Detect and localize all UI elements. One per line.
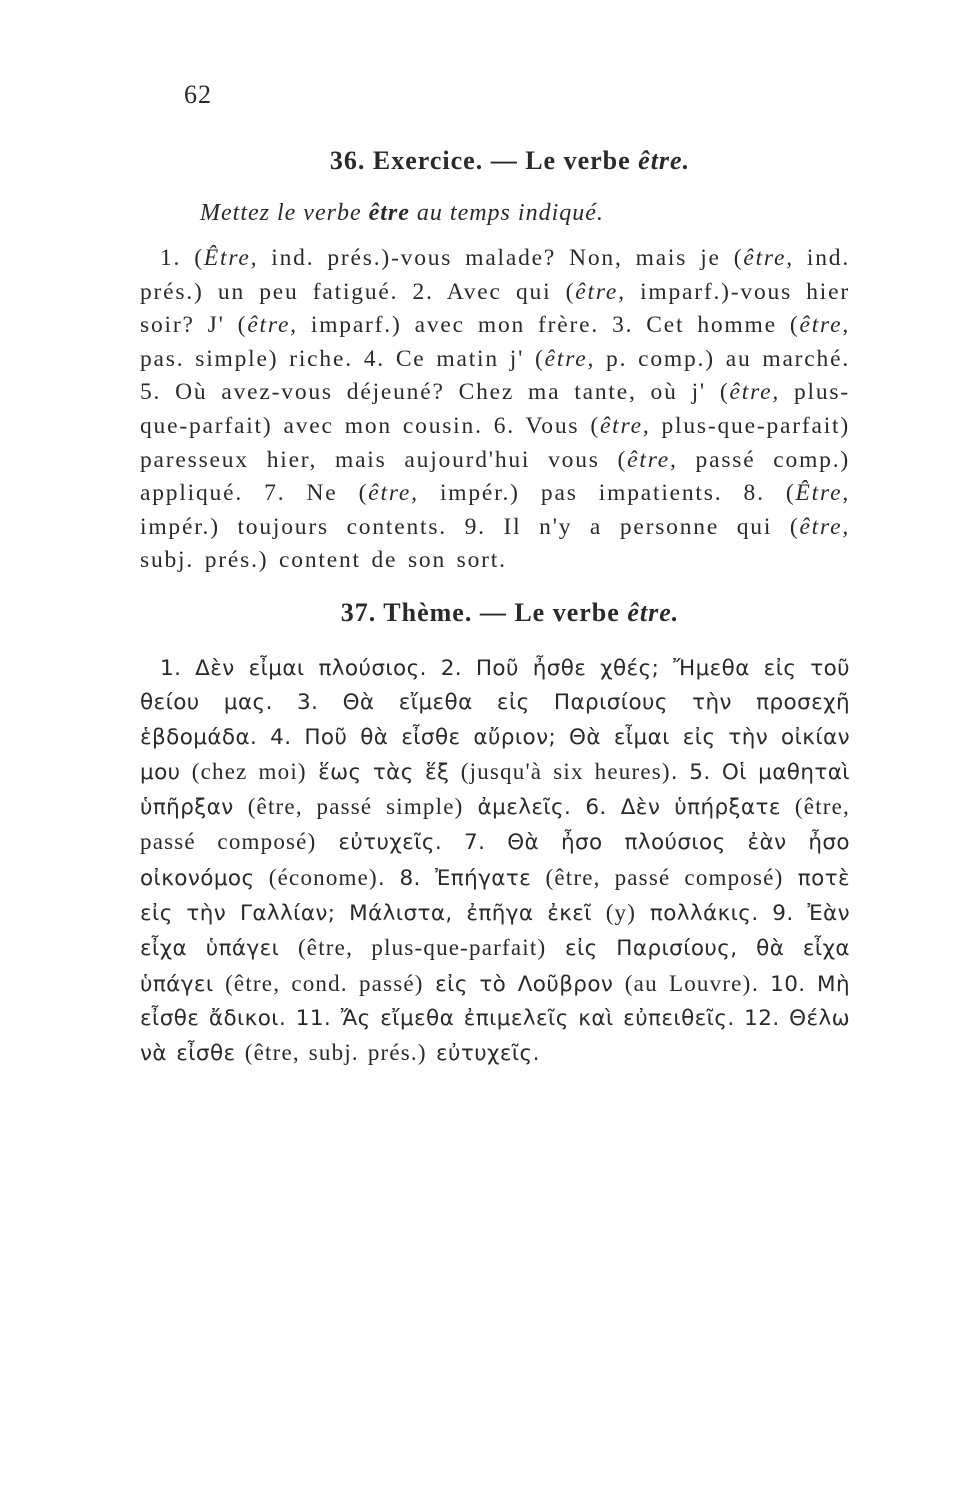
text-run: subj. prés.) content de son sort. — [140, 547, 507, 574]
text-run: ind. prés.) un peu fatigué. 2. Avec qui ( — [140, 245, 851, 305]
verb-italic: être, — [799, 513, 850, 540]
french-gloss: (chez moi) — [191, 758, 307, 784]
exercise-36-instruction — [200, 200, 604, 227]
instruction-verb: être — [368, 200, 410, 226]
exercise-36-title-verb: être. — [638, 146, 691, 175]
exercise-36-title: Le verbe — [525, 146, 631, 175]
verb-italic: Être, — [203, 245, 259, 271]
text-run: plus-que-parfait) avec mon cousin. 6. Vous ( — [140, 379, 850, 439]
french-gloss: (être, subj. prés.) — [244, 1040, 427, 1066]
theme-37-number: 37. Thème. — — [340, 598, 507, 627]
verb-italic: être, — [799, 312, 851, 339]
verb-italic: Être, — [795, 480, 850, 507]
french-gloss: (au Louvre) — [624, 970, 752, 996]
verb-italic: être, — [368, 480, 419, 507]
theme-37-paragraph — [140, 656, 850, 1066]
french-gloss: (être, passé composé) — [545, 864, 784, 890]
text-run: plus-que-parfait) paresseux hier, mais aujourd'hui vous ( — [140, 412, 850, 473]
theme-37-body — [140, 652, 850, 1072]
text-run: pas. simple) riche. 4. Ce matin j' ( — [140, 345, 545, 372]
text-run: εἰς τὸ Λοῦβρον — [423, 971, 625, 997]
text-run: . 5. Οἱ μαθηταὶ ὑπῆρξαν — [140, 759, 850, 821]
french-gloss: (être, plus-que-parfait) — [297, 935, 547, 961]
verb-italic: être, — [743, 245, 794, 271]
text-run: ind. prés.)-vous malade? Non, mais je ( — [258, 245, 744, 271]
text-run: πολλάκις. 9. Ἐὰν εἶχα ὑπάγει — [140, 901, 850, 962]
text-run: ἀμελεῖς. 6. Δὲν ὑπήρξατε — [463, 795, 795, 821]
text-run: εὐτυχεῖς. 7. Θὰ ἦσο πλούσιος ἐὰν ἦσο οἰκονόμος — [140, 830, 850, 891]
instruction-post: au temps indiqué. — [416, 200, 604, 226]
exercise-36-paragraph — [140, 245, 850, 573]
french-gloss: (être, passé composé) — [140, 794, 850, 855]
exercise-36-number: 36. Exercice. — — [329, 146, 518, 175]
verb-italic: être, — [575, 278, 626, 305]
text-run: . 10. Μὴ εἶσθε ἄδικοι. 11. Ἄς εἴμεθα ἐπιμελεῖς καὶ εὐπειθεῖς. 12. Θέλω νὰ εἶσθε — [140, 971, 850, 1067]
text-run: 1. ( — [160, 245, 204, 271]
text-run: impér.) toujours contents. 9. Il n'y a personne qui ( — [140, 513, 800, 540]
page-number: 62 — [184, 80, 212, 109]
exercise-36-body — [140, 242, 850, 578]
verb-italic: être, — [247, 312, 298, 339]
verb-italic: être, — [544, 345, 596, 372]
french-gloss: (économe) — [268, 864, 378, 890]
french-gloss: (être, cond. passé) — [225, 970, 424, 996]
text-run: p. comp.) au marché. 5. Où avez-vous déjeuné? Chez ma tante, où j' ( — [140, 345, 850, 406]
text-run: εἰς Παρισίους, θὰ εἶχα ὑπάγει — [140, 936, 850, 997]
text-run: imparf.) avec mon frère. 3. Cet homme ( — [297, 312, 800, 339]
verb-italic: être, — [627, 446, 678, 473]
text-run: ποτὲ εἰς τὴν Γαλλίαν; Μάλιστα, ἐπῆγα ἐκεῖ — [140, 865, 851, 927]
instruction-pre: Mettez le verbe — [200, 200, 362, 226]
text-run: εὐτυχεῖς. — [426, 1041, 540, 1067]
verb-italic: être, — [599, 412, 651, 439]
theme-37-title: Le verbe — [514, 598, 620, 627]
theme-37-title-verb: être. — [627, 598, 680, 627]
french-gloss: (y) — [605, 900, 637, 926]
exercise-36-heading — [160, 146, 860, 176]
french-gloss: (être, passé simple) — [247, 794, 464, 820]
text-run: . 8. Ἐπήγατε — [377, 865, 546, 891]
french-gloss: (jusqu'à six heures) — [460, 758, 671, 784]
text-run: ἕως τὰς ἕξ — [306, 759, 461, 785]
theme-37-heading — [160, 598, 860, 628]
text-run: passé comp.) appliqué. 7. Ne ( — [140, 446, 851, 507]
text-run: 1. Δὲν εἶμαι πλούσιος. 2. Ποῦ ἦσθε χθές; Ἤμεθα εἰς τοῦ θείου μας. 3. Θὰ εἴμεθα εἰς Παρισίους τὴν προσεχῆ ἑβδομάδα. 4. Ποῦ θὰ εἶσθε αὔριον; Θὰ εἶμαι εἰς τὴν οἰκίαν μου — [140, 656, 850, 785]
text-run: impér.) pas impatients. 8. ( — [418, 480, 796, 507]
text-run: imparf.)-vous hier soir? J' ( — [140, 278, 850, 339]
verb-italic: être, — [729, 379, 781, 406]
